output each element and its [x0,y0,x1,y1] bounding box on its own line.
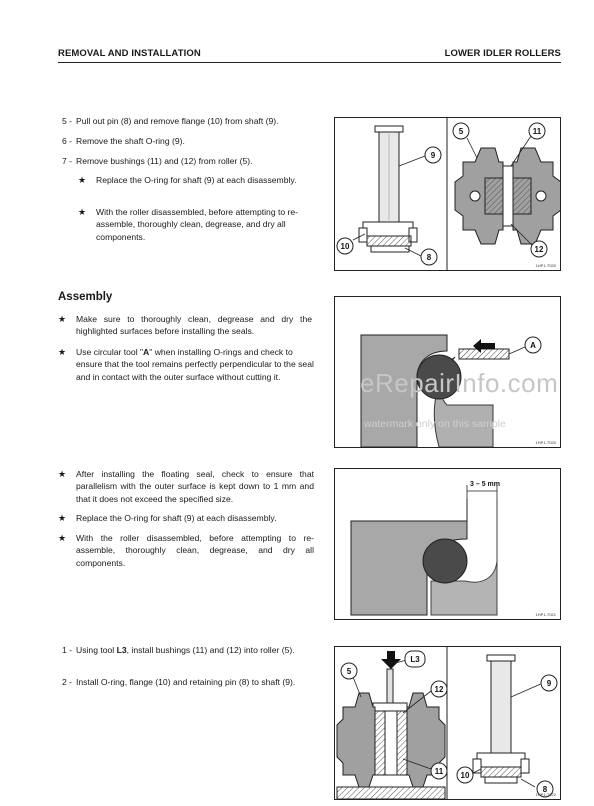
callout-5: 5 [458,127,464,136]
removal-step-6: 6 - Remove the shaft O-ring (9). [62,136,185,146]
figure-install-l3 [334,646,561,800]
figure-code: 1HP1-T020 [535,440,556,445]
watermark-note: watermark only on this sample [364,418,506,430]
callout-8: 8 [426,253,432,262]
header-rule [58,62,561,63]
callout-8: 8 [542,785,548,794]
star-bullet-icon: ★ [58,469,67,479]
header-section-title: REMOVAL AND INSTALLATION [58,48,201,59]
star-bullet-icon: ★ [58,513,67,523]
star-bullet-icon: ★ [58,347,67,357]
header-chapter-title: LOWER IDLER ROLLERS [444,48,561,59]
assembly-note-parallelism: ★ After installing the floating seal, check to ensure that parallelism with the outer surface is kept down to 1 mm and that it does not exceed the specified size. [58,469,314,504]
press-arrow-icon [381,651,401,669]
removal-note-oring: ★ Replace the O-ring for shaft (9) at each disassembly. [78,175,297,185]
figure-shaft-roller-removal [334,117,561,271]
callout-l3: L3 [410,655,420,664]
callout-a: A [530,341,536,350]
figure-code: 1HP1-T020 [535,263,556,268]
assembly-note-clean-2: ★ With the roller disassembled, before attempting to re-assemble, thoroughly clean, degrease, and dry all components. [58,533,314,568]
removal-note-clean: ★ With the roller disassembled, before attempting to re-assemble, thoroughly clean, degrease, and dry all components. [78,207,299,242]
assembly-note-oring: ★ Replace the O-ring for shaft (9) at each disassembly. [58,513,277,523]
callout-9: 9 [430,151,436,160]
star-bullet-icon: ★ [78,207,87,217]
star-bullet-icon: ★ [78,175,87,185]
figure-code: 1HP1-T021 [535,612,556,617]
star-bullet-icon: ★ [58,533,67,543]
callout-11: 11 [434,767,444,776]
roller-drawing [455,148,561,244]
shaft-drawing [359,126,417,252]
watermark-site: eRepairInfo.com [360,368,559,398]
assembly-step-2: 2 - Install O-ring, flange (10) and retaining pin (8) to shaft (9). [62,677,296,687]
removal-step-7: 7 - Remove bushings (11) and (12) from roller (5). [62,156,253,166]
figure-code: 1HP1-T022 [535,792,556,797]
assembly-heading: Assembly [58,291,113,303]
assembly-note-clean: ★ Make sure to thoroughly clean, degrease and dry the highlighted surfaces before installing the seals. [58,314,312,337]
callout-9: 9 [546,679,552,688]
callout-10: 10 [340,242,350,251]
removal-step-5: 5 - Pull out pin (8) and remove flange (10) from shaft (9). [62,116,279,126]
callout-5: 5 [346,667,352,676]
star-bullet-icon: ★ [58,314,67,324]
callout-12: 12 [534,245,544,254]
figure-seal-gap [334,468,561,620]
callout-11: 11 [532,127,542,136]
assembly-step-1: 1 - Using tool L3, install bushings (11) and (12) into roller (5). [62,645,295,655]
callout-12: 12 [434,685,444,694]
callout-10: 10 [460,771,470,780]
dimension-label: 3 – 5 mm [470,481,500,488]
assembly-note-tool-a: ★ Use circular tool "A" when installing O-rings and check to ensure that the tool remains perfectly perpendicular to the seal and in contact with the outer surface without cutting it. [58,347,314,382]
